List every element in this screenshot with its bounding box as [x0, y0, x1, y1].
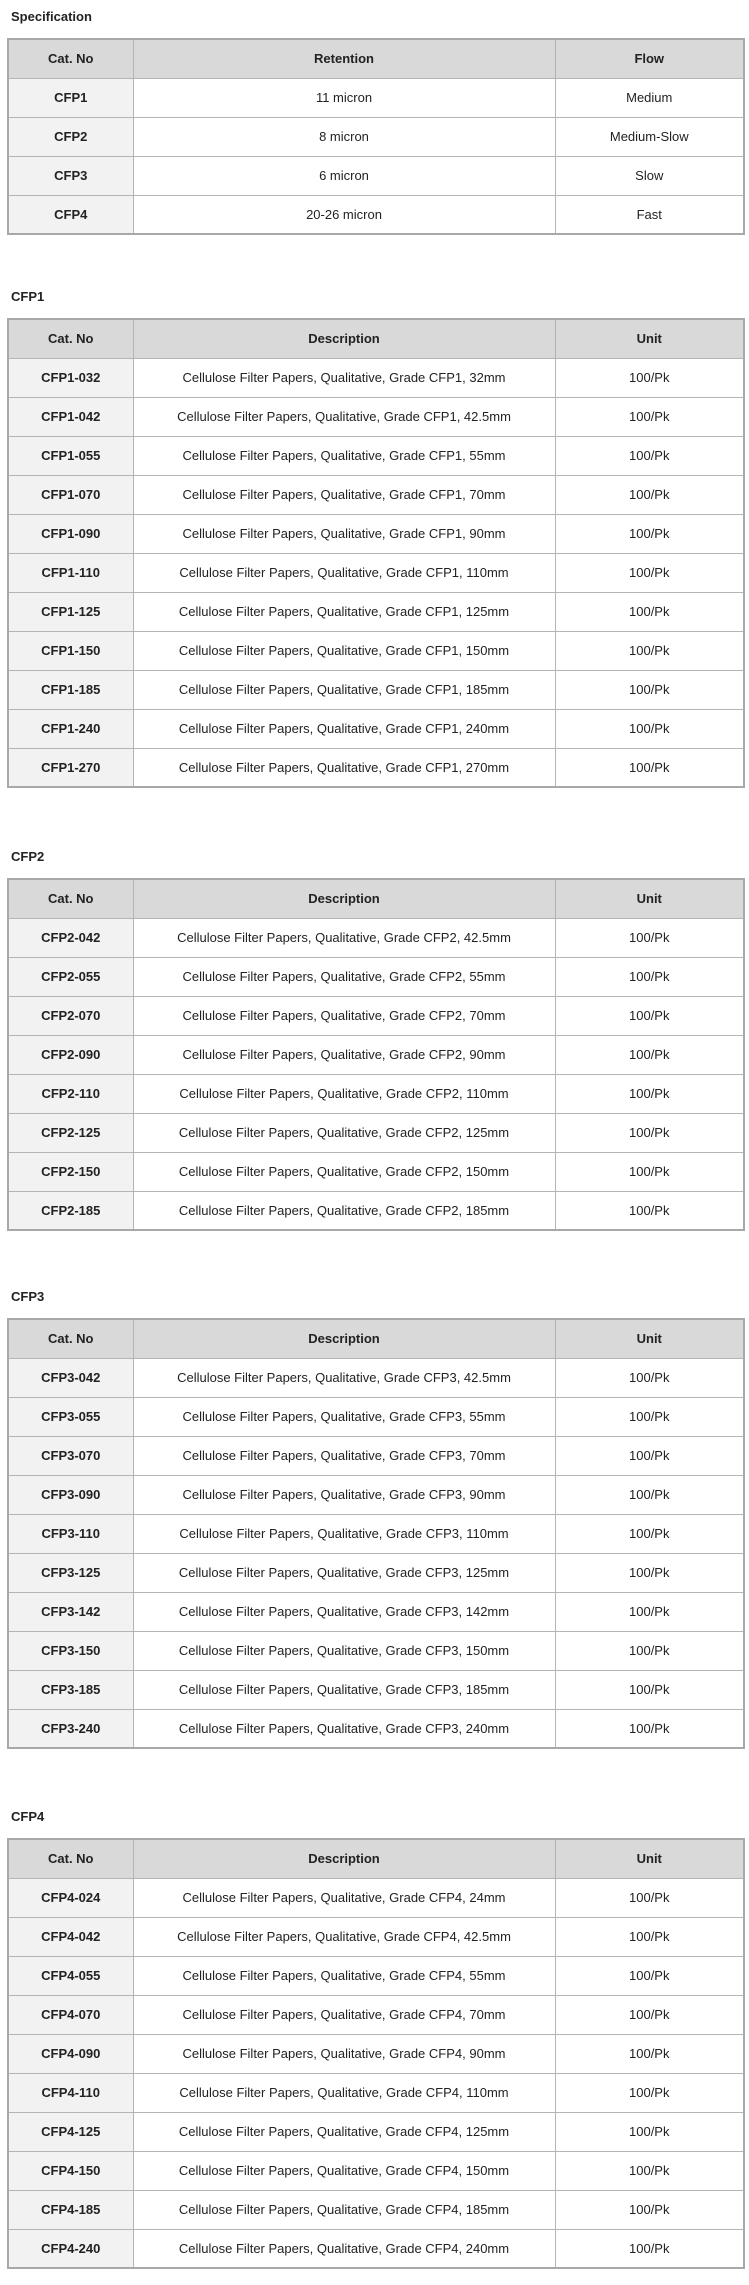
unit-cell: 100/Pk: [555, 514, 744, 553]
table-row: [8, 1878, 744, 1917]
cat-no-cell: CFP3: [8, 156, 133, 195]
flow-cell: Medium: [555, 78, 744, 117]
table-row: [8, 1358, 744, 1397]
column-header: Description: [133, 319, 555, 358]
column-header: Cat. No: [8, 1839, 133, 1878]
cat-no-cell: CFP2-150: [8, 1152, 133, 1191]
cat-no-cell: CFP1-090: [8, 514, 133, 553]
cat-no-cell: CFP4-240: [8, 2229, 133, 2268]
product-table: [7, 1838, 745, 2269]
table-row: [8, 1191, 744, 1230]
unit-cell: 100/Pk: [555, 1631, 744, 1670]
unit-cell: 100/Pk: [555, 1475, 744, 1514]
flow-cell: Medium-Slow: [555, 117, 744, 156]
cat-no-cell: CFP3-055: [8, 1397, 133, 1436]
description-cell: Cellulose Filter Papers, Qualitative, Grade CFP1, 42.5mm: [133, 397, 555, 436]
retention-cell: 6 micron: [133, 156, 555, 195]
description-cell: Cellulose Filter Papers, Qualitative, Grade CFP1, 70mm: [133, 475, 555, 514]
product-table: [7, 318, 745, 788]
cat-no-cell: CFP3-110: [8, 1514, 133, 1553]
cat-no-cell: CFP4-090: [8, 2034, 133, 2073]
table-row: [8, 748, 744, 787]
cat-no-cell: CFP1-110: [8, 553, 133, 592]
unit-cell: 100/Pk: [555, 1514, 744, 1553]
table-row: [8, 2034, 744, 2073]
column-header: Unit: [555, 879, 744, 918]
description-cell: Cellulose Filter Papers, Qualitative, Grade CFP2, 110mm: [133, 1074, 555, 1113]
column-header: Description: [133, 879, 555, 918]
description-cell: Cellulose Filter Papers, Qualitative, Grade CFP4, 240mm: [133, 2229, 555, 2268]
table-row: [8, 1670, 744, 1709]
column-header: Unit: [555, 319, 744, 358]
table-row: [8, 1956, 744, 1995]
unit-cell: 100/Pk: [555, 1592, 744, 1631]
description-cell: Cellulose Filter Papers, Qualitative, Grade CFP4, 24mm: [133, 1878, 555, 1917]
table-row: [8, 156, 744, 195]
cat-no-cell: CFP1-070: [8, 475, 133, 514]
table-row: [8, 78, 744, 117]
description-cell: Cellulose Filter Papers, Qualitative, Grade CFP2, 150mm: [133, 1152, 555, 1191]
unit-cell: 100/Pk: [555, 2190, 744, 2229]
table-row: [8, 1436, 744, 1475]
table-row: [8, 1475, 744, 1514]
table-row: [8, 1709, 744, 1748]
unit-cell: 100/Pk: [555, 1191, 744, 1230]
unit-cell: 100/Pk: [555, 918, 744, 957]
section-title: CFP2: [11, 849, 45, 864]
unit-cell: 100/Pk: [555, 1553, 744, 1592]
table-header-row: [8, 1319, 744, 1358]
description-cell: Cellulose Filter Papers, Qualitative, Grade CFP1, 32mm: [133, 358, 555, 397]
description-cell: Cellulose Filter Papers, Qualitative, Grade CFP1, 150mm: [133, 631, 555, 670]
cat-no-cell: CFP2-070: [8, 996, 133, 1035]
cat-no-cell: CFP1-042: [8, 397, 133, 436]
cat-no-cell: CFP4: [8, 195, 133, 234]
retention-cell: 20-26 micron: [133, 195, 555, 234]
unit-cell: 100/Pk: [555, 1995, 744, 2034]
table-row: [8, 358, 744, 397]
column-header: Flow: [555, 39, 744, 78]
unit-cell: 100/Pk: [555, 996, 744, 1035]
table-row: [8, 195, 744, 234]
description-cell: Cellulose Filter Papers, Qualitative, Grade CFP2, 90mm: [133, 1035, 555, 1074]
description-cell: Cellulose Filter Papers, Qualitative, Grade CFP3, 240mm: [133, 1709, 555, 1748]
description-cell: Cellulose Filter Papers, Qualitative, Grade CFP1, 55mm: [133, 436, 555, 475]
description-cell: Cellulose Filter Papers, Qualitative, Grade CFP3, 55mm: [133, 1397, 555, 1436]
table-row: [8, 1074, 744, 1113]
table-row: [8, 475, 744, 514]
unit-cell: 100/Pk: [555, 1670, 744, 1709]
cat-no-cell: CFP3-042: [8, 1358, 133, 1397]
table-row: [8, 2151, 744, 2190]
section-title: Specification: [11, 9, 92, 24]
unit-cell: 100/Pk: [555, 670, 744, 709]
cat-no-cell: CFP3-185: [8, 1670, 133, 1709]
unit-cell: 100/Pk: [555, 1113, 744, 1152]
table-row: [8, 1514, 744, 1553]
table-row: [8, 918, 744, 957]
cat-no-cell: CFP2-055: [8, 957, 133, 996]
unit-cell: 100/Pk: [555, 2229, 744, 2268]
column-header: Cat. No: [8, 1319, 133, 1358]
section-title: CFP4: [11, 1809, 45, 1824]
table-row: [8, 996, 744, 1035]
table-row: [8, 1995, 744, 2034]
product-table: [7, 878, 745, 1231]
table-row: [8, 1553, 744, 1592]
unit-cell: 100/Pk: [555, 592, 744, 631]
description-cell: Cellulose Filter Papers, Qualitative, Grade CFP4, 125mm: [133, 2112, 555, 2151]
table-row: [8, 1631, 744, 1670]
description-cell: Cellulose Filter Papers, Qualitative, Grade CFP1, 185mm: [133, 670, 555, 709]
unit-cell: 100/Pk: [555, 1397, 744, 1436]
cat-no-cell: CFP2-110: [8, 1074, 133, 1113]
table-row: [8, 514, 744, 553]
unit-cell: 100/Pk: [555, 2034, 744, 2073]
description-cell: Cellulose Filter Papers, Qualitative, Grade CFP3, 110mm: [133, 1514, 555, 1553]
column-header: Description: [133, 1839, 555, 1878]
unit-cell: 100/Pk: [555, 1956, 744, 1995]
unit-cell: 100/Pk: [555, 748, 744, 787]
cat-no-cell: CFP4-070: [8, 1995, 133, 2034]
section-title: CFP3: [11, 1289, 45, 1304]
cat-no-cell: CFP1-032: [8, 358, 133, 397]
table-row: [8, 1592, 744, 1631]
unit-cell: 100/Pk: [555, 397, 744, 436]
table-row: [8, 1113, 744, 1152]
table-header-row: [8, 39, 744, 78]
cat-no-cell: CFP4-055: [8, 1956, 133, 1995]
unit-cell: 100/Pk: [555, 2151, 744, 2190]
cat-no-cell: CFP3-070: [8, 1436, 133, 1475]
cat-no-cell: CFP3-240: [8, 1709, 133, 1748]
unit-cell: 100/Pk: [555, 957, 744, 996]
cat-no-cell: CFP1-125: [8, 592, 133, 631]
unit-cell: 100/Pk: [555, 1436, 744, 1475]
description-cell: Cellulose Filter Papers, Qualitative, Grade CFP1, 270mm: [133, 748, 555, 787]
description-cell: Cellulose Filter Papers, Qualitative, Grade CFP2, 42.5mm: [133, 918, 555, 957]
table-row: [8, 709, 744, 748]
unit-cell: 100/Pk: [555, 475, 744, 514]
description-cell: Cellulose Filter Papers, Qualitative, Grade CFP3, 70mm: [133, 1436, 555, 1475]
cat-no-cell: CFP2: [8, 117, 133, 156]
cat-no-cell: CFP4-110: [8, 2073, 133, 2112]
cat-no-cell: CFP2-125: [8, 1113, 133, 1152]
cat-no-cell: CFP3-150: [8, 1631, 133, 1670]
table-row: [8, 397, 744, 436]
cat-no-cell: CFP3-125: [8, 1553, 133, 1592]
unit-cell: 100/Pk: [555, 631, 744, 670]
cat-no-cell: CFP1-185: [8, 670, 133, 709]
column-header: Unit: [555, 1839, 744, 1878]
cat-no-cell: CFP1: [8, 78, 133, 117]
description-cell: Cellulose Filter Papers, Qualitative, Grade CFP4, 70mm: [133, 1995, 555, 2034]
table-row: [8, 631, 744, 670]
cat-no-cell: CFP4-024: [8, 1878, 133, 1917]
column-header: Cat. No: [8, 39, 133, 78]
unit-cell: 100/Pk: [555, 709, 744, 748]
flow-cell: Fast: [555, 195, 744, 234]
cat-no-cell: CFP4-185: [8, 2190, 133, 2229]
cat-no-cell: CFP2-185: [8, 1191, 133, 1230]
cat-no-cell: CFP1-055: [8, 436, 133, 475]
table-row: [8, 957, 744, 996]
unit-cell: 100/Pk: [555, 1035, 744, 1074]
description-cell: Cellulose Filter Papers, Qualitative, Grade CFP2, 55mm: [133, 957, 555, 996]
unit-cell: 100/Pk: [555, 436, 744, 475]
table-row: [8, 2229, 744, 2268]
unit-cell: 100/Pk: [555, 358, 744, 397]
column-header: Cat. No: [8, 319, 133, 358]
unit-cell: 100/Pk: [555, 1358, 744, 1397]
table-row: [8, 117, 744, 156]
description-cell: Cellulose Filter Papers, Qualitative, Grade CFP4, 55mm: [133, 1956, 555, 1995]
table-header-row: [8, 879, 744, 918]
description-cell: Cellulose Filter Papers, Qualitative, Grade CFP4, 42.5mm: [133, 1917, 555, 1956]
cat-no-cell: CFP3-090: [8, 1475, 133, 1514]
table-row: [8, 1035, 744, 1074]
column-header: Description: [133, 1319, 555, 1358]
unit-cell: 100/Pk: [555, 1074, 744, 1113]
table-row: [8, 2073, 744, 2112]
description-cell: Cellulose Filter Papers, Qualitative, Grade CFP1, 240mm: [133, 709, 555, 748]
description-cell: Cellulose Filter Papers, Qualitative, Grade CFP1, 110mm: [133, 553, 555, 592]
description-cell: Cellulose Filter Papers, Qualitative, Grade CFP4, 150mm: [133, 2151, 555, 2190]
description-cell: Cellulose Filter Papers, Qualitative, Grade CFP2, 185mm: [133, 1191, 555, 1230]
table-header-row: [8, 1839, 744, 1878]
description-cell: Cellulose Filter Papers, Qualitative, Grade CFP1, 90mm: [133, 514, 555, 553]
description-cell: Cellulose Filter Papers, Qualitative, Grade CFP3, 185mm: [133, 1670, 555, 1709]
unit-cell: 100/Pk: [555, 1917, 744, 1956]
column-header: Retention: [133, 39, 555, 78]
cat-no-cell: CFP1-150: [8, 631, 133, 670]
table-row: [8, 2112, 744, 2151]
cat-no-cell: CFP2-042: [8, 918, 133, 957]
table-row: [8, 436, 744, 475]
flow-cell: Slow: [555, 156, 744, 195]
description-cell: Cellulose Filter Papers, Qualitative, Grade CFP3, 90mm: [133, 1475, 555, 1514]
unit-cell: 100/Pk: [555, 553, 744, 592]
table-row: [8, 1152, 744, 1191]
cat-no-cell: CFP2-090: [8, 1035, 133, 1074]
description-cell: Cellulose Filter Papers, Qualitative, Grade CFP4, 110mm: [133, 2073, 555, 2112]
description-cell: Cellulose Filter Papers, Qualitative, Grade CFP4, 90mm: [133, 2034, 555, 2073]
description-cell: Cellulose Filter Papers, Qualitative, Grade CFP1, 125mm: [133, 592, 555, 631]
description-cell: Cellulose Filter Papers, Qualitative, Grade CFP3, 42.5mm: [133, 1358, 555, 1397]
table-row: [8, 670, 744, 709]
section-title: CFP1: [11, 289, 45, 304]
table-row: [8, 592, 744, 631]
description-cell: Cellulose Filter Papers, Qualitative, Grade CFP3, 125mm: [133, 1553, 555, 1592]
table-row: [8, 1917, 744, 1956]
column-header: Unit: [555, 1319, 744, 1358]
unit-cell: 100/Pk: [555, 1709, 744, 1748]
unit-cell: 100/Pk: [555, 1152, 744, 1191]
table-row: [8, 2190, 744, 2229]
cat-no-cell: CFP3-142: [8, 1592, 133, 1631]
description-cell: Cellulose Filter Papers, Qualitative, Grade CFP2, 70mm: [133, 996, 555, 1035]
cat-no-cell: CFP4-042: [8, 1917, 133, 1956]
column-header: Cat. No: [8, 879, 133, 918]
description-cell: Cellulose Filter Papers, Qualitative, Grade CFP2, 125mm: [133, 1113, 555, 1152]
product-table: [7, 1318, 745, 1749]
description-cell: Cellulose Filter Papers, Qualitative, Grade CFP4, 185mm: [133, 2190, 555, 2229]
cat-no-cell: CFP1-270: [8, 748, 133, 787]
table-row: [8, 553, 744, 592]
unit-cell: 100/Pk: [555, 2112, 744, 2151]
product-table: [7, 38, 745, 235]
retention-cell: 8 micron: [133, 117, 555, 156]
description-cell: Cellulose Filter Papers, Qualitative, Grade CFP3, 150mm: [133, 1631, 555, 1670]
unit-cell: 100/Pk: [555, 1878, 744, 1917]
cat-no-cell: CFP4-150: [8, 2151, 133, 2190]
description-cell: Cellulose Filter Papers, Qualitative, Grade CFP3, 142mm: [133, 1592, 555, 1631]
cat-no-cell: CFP1-240: [8, 709, 133, 748]
cat-no-cell: CFP4-125: [8, 2112, 133, 2151]
retention-cell: 11 micron: [133, 78, 555, 117]
table-header-row: [8, 319, 744, 358]
table-row: [8, 1397, 744, 1436]
unit-cell: 100/Pk: [555, 2073, 744, 2112]
